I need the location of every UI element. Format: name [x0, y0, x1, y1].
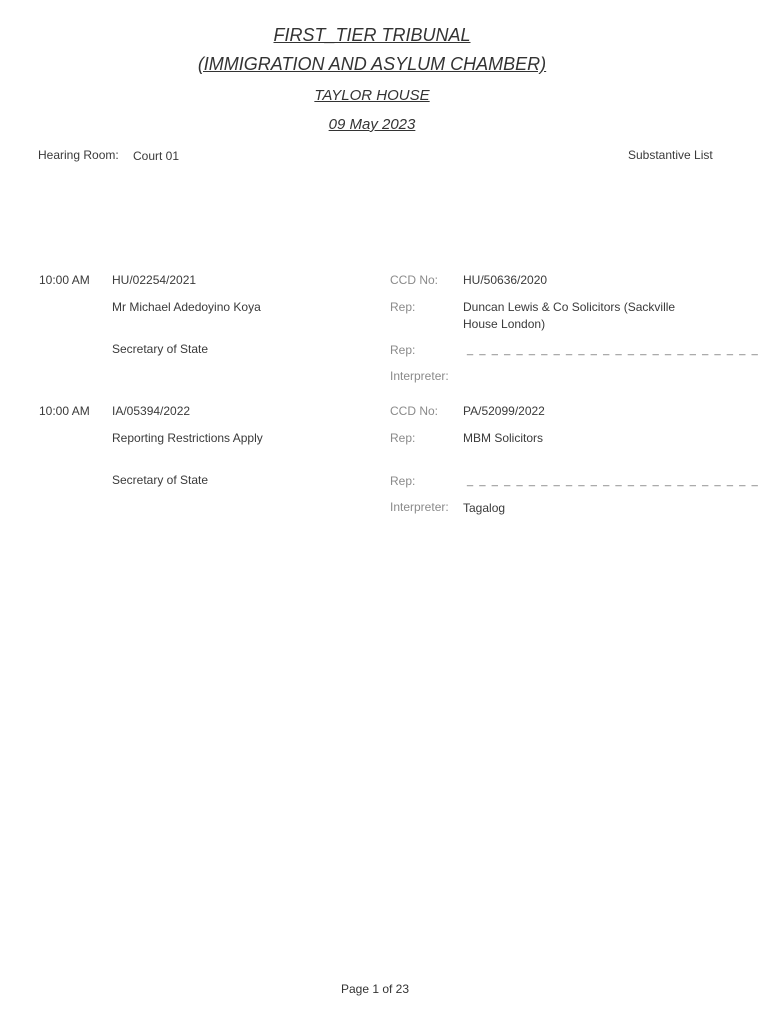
- case-time: 10:00 AM: [39, 404, 90, 418]
- respondent-name: Secretary of State: [112, 342, 209, 356]
- ccd-number: PA/52099/2022: [463, 404, 545, 418]
- case-time: 10:00 AM: [39, 273, 90, 287]
- respondent-rep-blank: _ _ _ _ _ _ _ _ _ _ _ _ _ _ _ _ _ _ _ _ _ _ _ _: [467, 475, 760, 487]
- appeal-number: IA/05394/2022: [112, 404, 191, 418]
- appellant-rep-label: Rep:: [390, 431, 416, 445]
- respondent-rep-blank: _ _ _ _ _ _ _ _ _ _ _ _ _ _ _ _ _ _ _ _ _ _ _ _: [467, 344, 760, 356]
- appellant-name: Mr Michael Adedoyino Koya: [112, 300, 261, 314]
- appeal-number: HU/02254/2021: [112, 273, 197, 287]
- ccd-number: HU/50636/2020: [463, 273, 548, 287]
- list-type: Substantive List: [628, 148, 713, 162]
- page-number: Page 1 of 23: [340, 982, 410, 996]
- appellant-rep: MBM Solicitors: [463, 431, 544, 445]
- appellant-name: Reporting Restrictions Apply: [112, 431, 263, 445]
- respondent-name: Secretary of State: [112, 473, 209, 487]
- interpreter-label: Interpreter:: [390, 369, 449, 383]
- respondent-rep-label: Rep:: [390, 343, 416, 357]
- appellant-rep: Duncan Lewis & Co Solicitors (Sackville House London): [463, 300, 676, 331]
- hearing-room-label: Hearing Room:: [38, 148, 119, 162]
- tribunal-title: FIRST_TIER TRIBUNAL: [273, 25, 471, 45]
- venue-title: TAYLOR HOUSE: [314, 87, 430, 104]
- chamber-title: (IMMIGRATION AND ASYLUM CHAMBER): [197, 54, 547, 74]
- respondent-rep-label: Rep:: [390, 474, 416, 488]
- interpreter-language: Tagalog: [463, 501, 506, 515]
- ccd-label: CCD No:: [390, 273, 439, 287]
- list-date: 09 May 2023: [328, 116, 416, 133]
- appellant-rep-label: Rep:: [390, 300, 416, 314]
- interpreter-label: Interpreter:: [390, 500, 449, 514]
- ccd-label: CCD No:: [390, 404, 439, 418]
- hearing-room-value: Court 01: [133, 149, 180, 163]
